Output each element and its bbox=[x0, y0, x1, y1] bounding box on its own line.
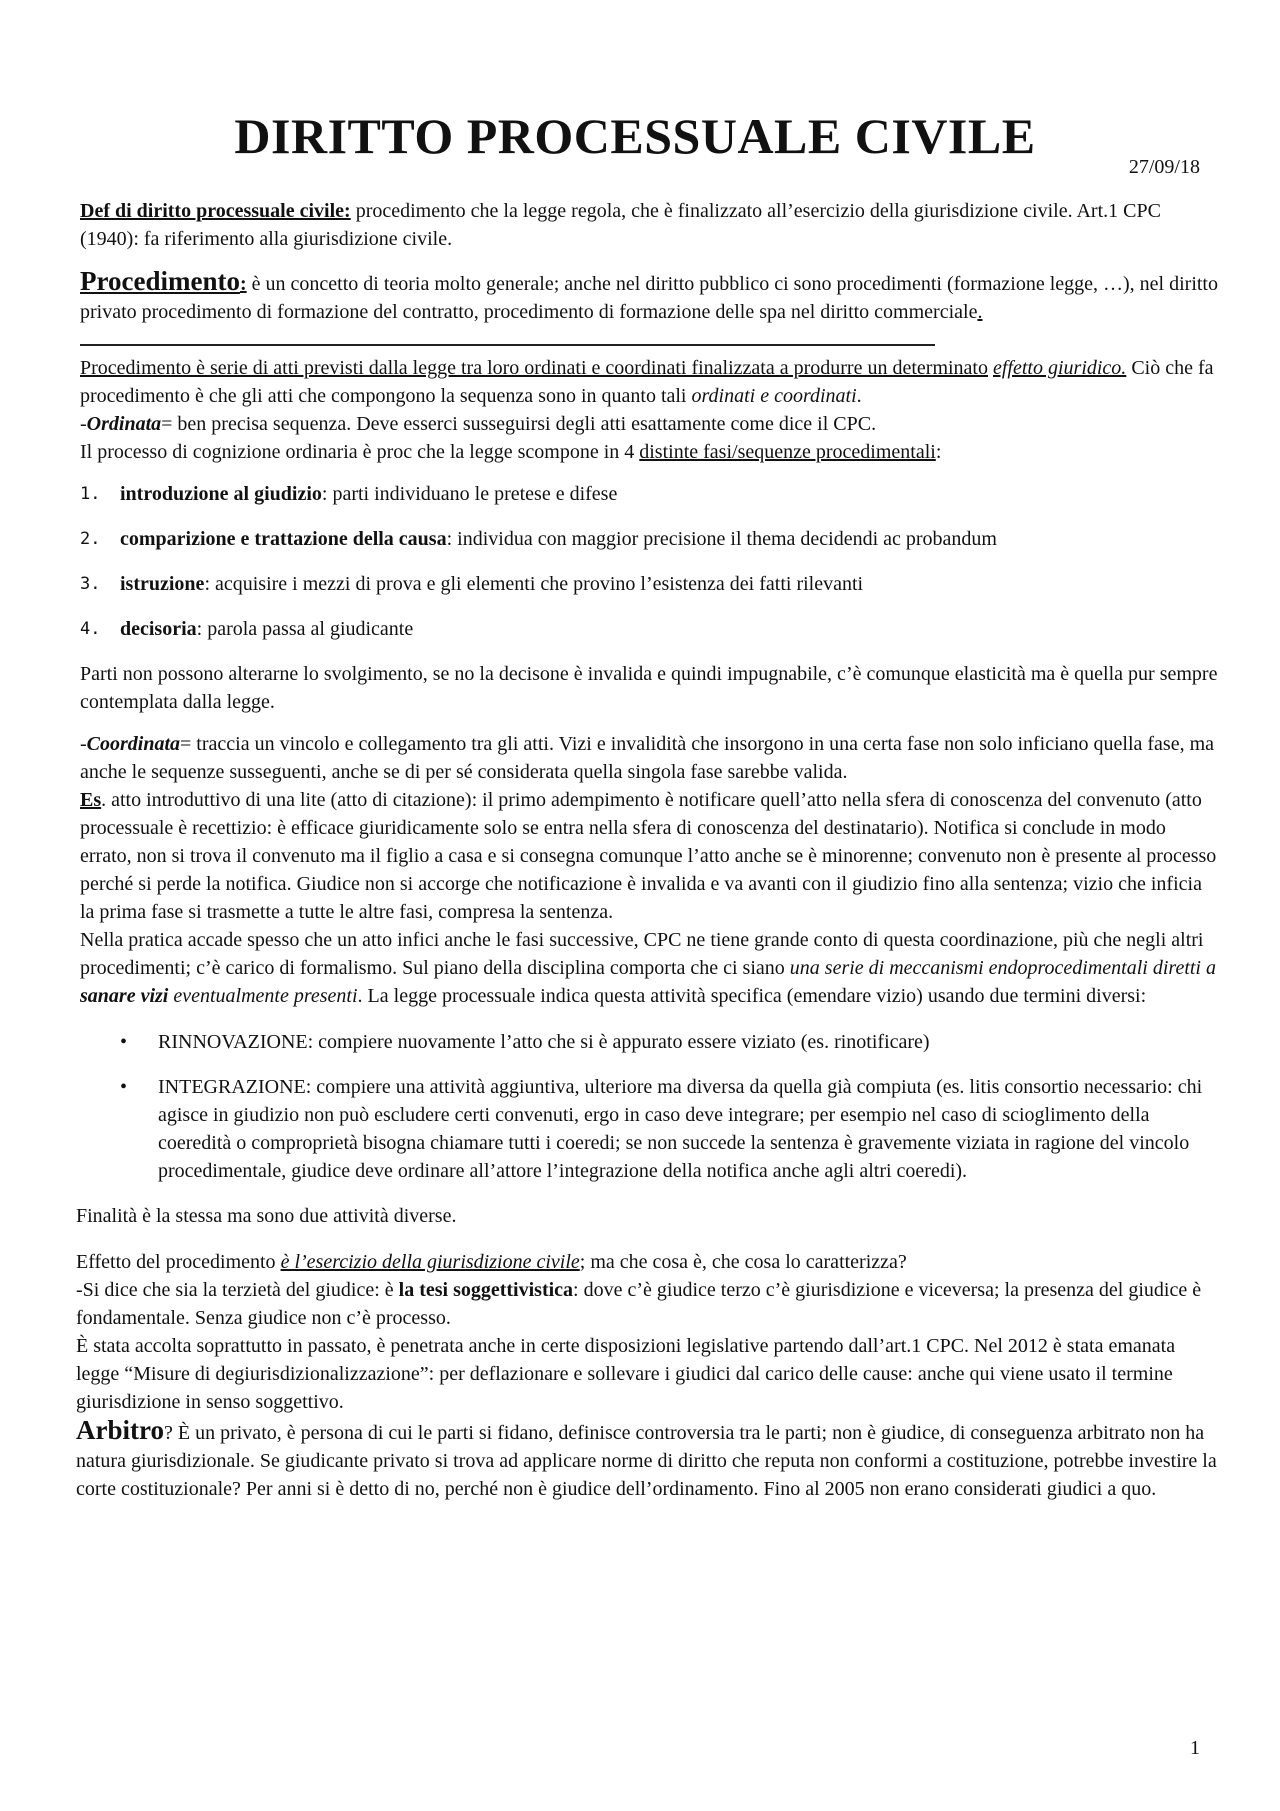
effetto-text-end: ; ma che cosa è, che cosa lo caratterizza? bbox=[579, 1251, 907, 1273]
list-number: 4. bbox=[80, 619, 101, 639]
period: . bbox=[856, 385, 862, 407]
example-text: . atto introduttivo di una lite (atto di citazione): il primo adempimento è notificare quell’atto nella sfera di conoscenza del convenuto (atto processuale è recettizio: è efficace giuridicamente solo se entra nella sfera di conoscenza del destinatario). Notifica si conclude in modo errato, non si trova il convenuto ma il figlio a casa e si consegna comunque l’atto anche se è minorenne; convenuto non è presente al processo perché si perde la notifica. Giudice non si accorge che notificazione è invalida e va avanti con il giudizio fino alla sentenza; vizio che inficia la prima fase si trasmette a tutte le altre fasi, compresa la sentenza. bbox=[80, 789, 1217, 923]
effect-term: effetto giuridico. bbox=[993, 357, 1127, 379]
parti-paragraph: Parti non possono alterarne lo svolgimento, se no la decisone è invalida e quindi impugnabile, c’è comunque elasticità ma è quella pur sempre contemplata dalla legge. bbox=[80, 663, 1218, 713]
coordinata-paragraph bbox=[80, 730, 1220, 786]
list-number: 2. bbox=[80, 529, 101, 549]
horizontal-rule bbox=[80, 338, 935, 346]
pratica-paragraph bbox=[80, 926, 1220, 1010]
example-paragraph bbox=[80, 786, 1220, 926]
coordinata-term: Coordinata bbox=[86, 733, 181, 755]
effetto-paragraph bbox=[76, 1248, 1220, 1276]
effetto-text: Effetto del procedimento bbox=[76, 1251, 281, 1273]
phase-term: decisoria bbox=[120, 618, 197, 640]
sanare-vizi-term: sanare vizi bbox=[80, 985, 169, 1007]
date: 27/09/18 bbox=[1128, 156, 1200, 178]
after-effect-text: Ciò che fa procedimento è che gli atti che compongono la sequenza sono in quanto tali bbox=[80, 357, 1214, 407]
phase-text: : individua con maggior precisione il thema decidendi ac probandum bbox=[446, 528, 997, 550]
bullet-icon: • bbox=[120, 1031, 128, 1053]
arbitro-term: Arbitro bbox=[76, 1415, 164, 1445]
effetto-underlined: è l’esercizio della giurisdizione civile bbox=[280, 1251, 580, 1273]
ordinata-text: = ben precisa sequenza. Deve esserci susseguirsi degli atti esattamente come dice il CPC. bbox=[161, 413, 877, 435]
bullet-icon: • bbox=[120, 1076, 128, 1098]
soggettivistica-text-end: : dove c’è giudice terzo c’è giurisdizione e viceversa; la presenza del giudice è fondamentale. Senza giudice non c’è processo. bbox=[76, 1279, 1202, 1329]
list-number: 1. bbox=[80, 484, 101, 504]
lower-block bbox=[76, 1202, 1220, 1503]
phase-term: comparizione e trattazione della causa bbox=[120, 528, 447, 550]
degiurisdizionalizzazione-paragraph: È stata accolta soprattutto in passato, è penetrata anche in certe disposizioni legislative partendo dall’art.1 CPC. Nel 2012 è stata emanata legge “Misure di degiurisdizionalizzazione”: per deflazionare e sollevare i giudici dal carico delle cause: anche qui viene usato il termine giurisdizione in senso soggettivo. bbox=[76, 1335, 1176, 1413]
soggettivistica-paragraph bbox=[76, 1276, 1220, 1332]
phase-text: : acquisire i mezzi di prova e gli elementi che provino l’esistenza dei fatti rilevanti bbox=[204, 573, 864, 595]
list-item bbox=[80, 570, 1220, 598]
remedy-text: INTEGRAZIONE: compiere una attività aggiuntiva, ulteriore ma diversa da quella già compiuta (es. litis consortio necessario: chi agisce in giudizio non può escludere certi convenuti, ergo in caso deve integrare; per esempio nel caso di scioglimento della coeredità o comproprietà bisogna chiamare tutti i coeredi; se non succede la sentenza è gravemente viziata in ragione del vincolo procedimentale, giudice deve ordinare all’attore l’integrazione della notifica anche agli altri coeredi). bbox=[158, 1076, 1203, 1182]
definition-paragraph bbox=[80, 197, 1220, 253]
remedy-text: RINNOVAZIONE: compiere nuovamente l’atto che si è appurato essere viziato (es. rinotificare) bbox=[158, 1031, 930, 1053]
pratica-italic: una serie di meccanismi endoprocedimentali diretti a bbox=[789, 957, 1216, 979]
remedies-list bbox=[80, 1028, 1220, 1185]
soggettivistica-text: -Si dice che sia la terzietà del giudice: è bbox=[76, 1279, 399, 1301]
procedimento-text: è un concetto di teoria molto generale; anche nel diritto pubblico ci sono procedimenti (formazione legge, …), nel diritto privato procedimento di formazione del contratto, procedimento di formazione delle spa nel diritto commerciale bbox=[80, 273, 1218, 323]
dash: - bbox=[80, 413, 87, 435]
procedimento-paragraph bbox=[80, 267, 1220, 354]
procedimento-definition bbox=[80, 354, 1220, 410]
ordinata-term: Ordinata bbox=[86, 413, 162, 435]
list-item bbox=[80, 525, 1220, 553]
colon: : bbox=[935, 441, 942, 463]
page-number: 1 bbox=[1190, 1737, 1200, 1759]
arbitro-paragraph bbox=[76, 1416, 1220, 1503]
pratica-text-end: . La legge processuale indica questa attività specifica (emendare vizio) usando due termini diversi: bbox=[357, 985, 1147, 1007]
coordinata-text: = traccia un vincolo e collegamento tra gli atti. Vizi e invalidità che insorgono in una certa fase non solo inficiano quella fase, ma anche le sequenze susseguenti, anche se di per sé considerata quella singola fase sarebbe valida. bbox=[80, 733, 1215, 783]
definition-text: procedimento che la legge regola, che è finalizzato all’esercizio della giurisdizione civile. Art.1 CPC (1940): fa riferimento alla giurisdizione civile. bbox=[80, 200, 1161, 250]
phases-list bbox=[80, 480, 1220, 643]
list-item bbox=[80, 1028, 1220, 1056]
procedimento-end: . bbox=[977, 301, 983, 323]
ordinata-paragraph bbox=[80, 410, 1220, 438]
list-number: 3. bbox=[80, 574, 101, 594]
phase-term: introduzione al giudizio bbox=[120, 483, 322, 505]
phases-link: distinte fasi/sequenze procedimentali bbox=[639, 441, 936, 463]
document-body bbox=[76, 197, 1220, 1503]
example-label: Es bbox=[80, 789, 102, 811]
list-item bbox=[80, 615, 1220, 643]
ordered-coordinated-term: ordinati e coordinati bbox=[691, 385, 857, 407]
procedimento-term: Procedimento bbox=[80, 266, 240, 296]
list-item bbox=[80, 480, 1220, 508]
finalita-paragraph: Finalità è la stessa ma sono due attività diverse. bbox=[76, 1205, 457, 1227]
definition-label: Def di diritto processuale civile: bbox=[80, 200, 351, 222]
list-item bbox=[80, 1073, 1220, 1185]
soggettivistica-term: la tesi soggettivistica bbox=[398, 1279, 574, 1301]
phases-intro bbox=[80, 438, 1220, 466]
pratica-italic-end: eventualmente presenti bbox=[168, 985, 358, 1007]
phase-term: istruzione bbox=[120, 573, 205, 595]
arbitro-text: ? È un privato, è persona di cui le parti si fidano, definisce controversia tra le parti; non è giudice, di conseguenza arbitrato non ha natura giurisdizionale. Se giudicante privato si trova ad applicare norme di diritto che reputa non conformi a costituzione, potrebbe investire la corte costituzionale? Per anni si è detto di no, perché non è giudice dell’ordinamento. Fino al 2005 non erano considerati giudici a quo. bbox=[76, 1422, 1217, 1500]
procedimento-colon: : bbox=[239, 273, 247, 295]
procedimento-definition-text: Procedimento è serie di atti previsti dalla legge tra loro ordinati e coordinati finalizzata a produrre un determinato bbox=[80, 357, 988, 379]
page-title: DIRITTO PROCESSUALE CIVILE bbox=[234, 107, 1036, 164]
pratica-text: Nella pratica accade spesso che un atto infici anche le fasi successive, CPC ne tiene grande conto di questa coordinazione, più che negli altri procedimenti; c’è carico di formalismo. Sul piano della disciplina comporta che ci siano bbox=[80, 929, 1204, 979]
phases-intro-text: Il processo di cognizione ordinaria è proc che la legge scompone in 4 bbox=[80, 441, 640, 463]
phase-text: : parola passa al giudicante bbox=[196, 618, 414, 640]
phase-text: : parti individuano le pretese e difese bbox=[321, 483, 618, 505]
dash: - bbox=[80, 733, 87, 755]
